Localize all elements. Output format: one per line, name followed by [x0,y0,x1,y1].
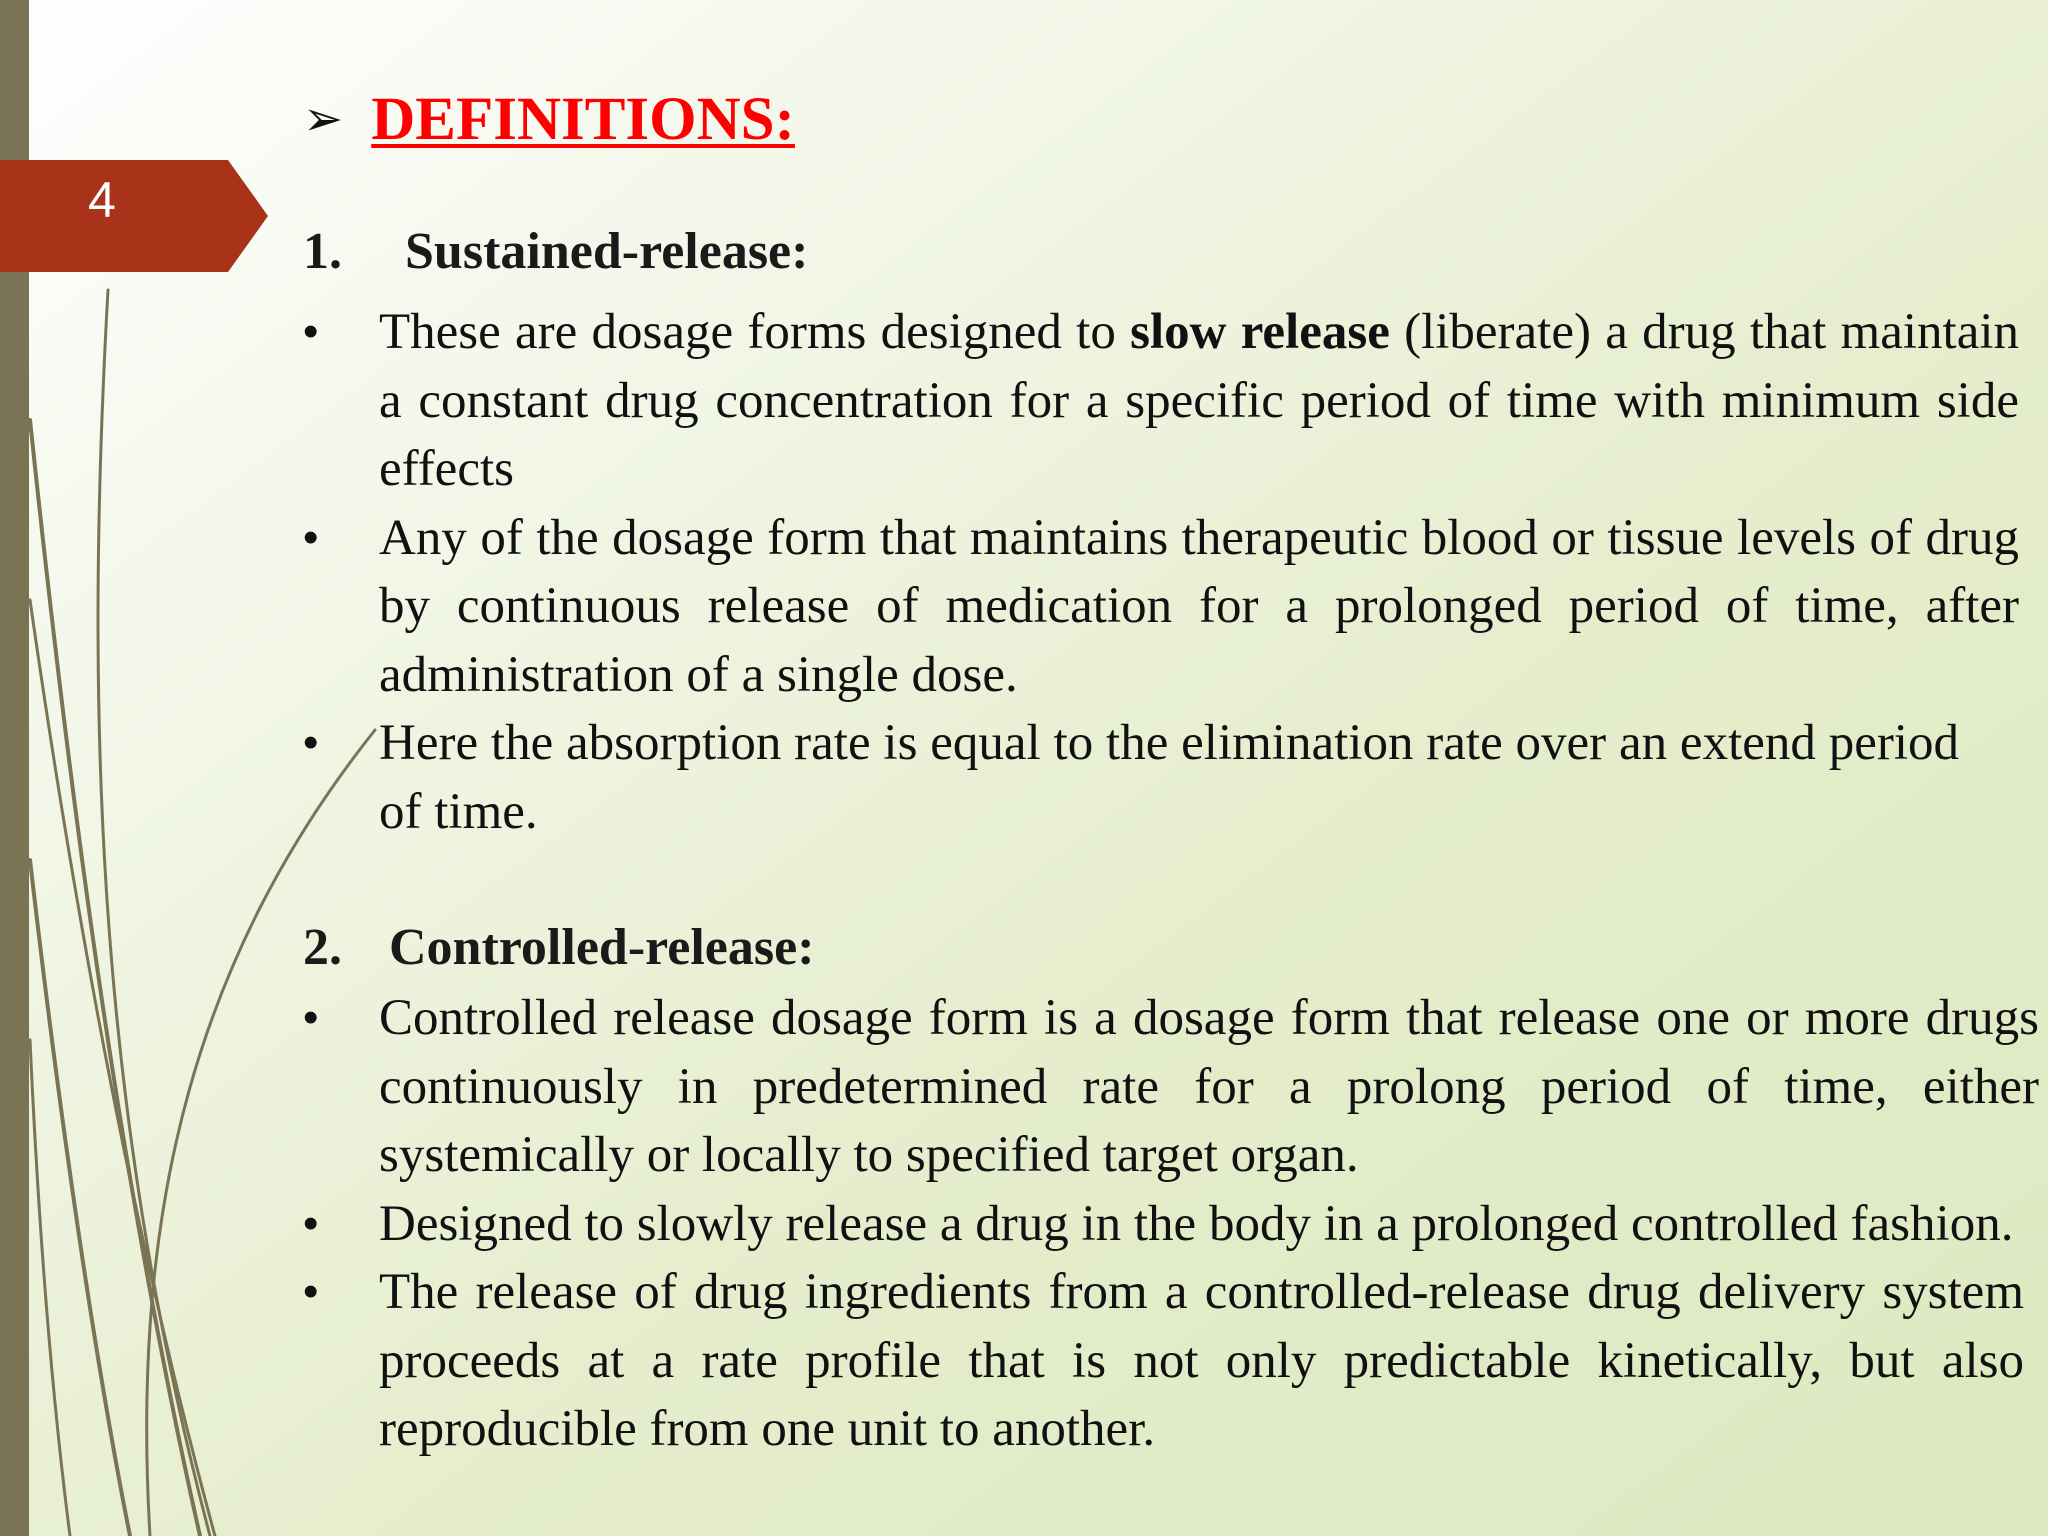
bullet-dot-icon: • [303,512,319,562]
bullet-text-start: These are dosage forms designed to [379,304,1131,360]
section-heading-controlled-release [303,918,815,978]
bullet-text: Any of the dosage form that maintains therapeutic blood or tissue levels of drug by continuous release of medication for a prolonged period of time, after administration of a single dose. [379,509,2019,703]
list-item [303,984,2039,1190]
controlled-release-bullets [303,984,2039,1464]
bullet-dot-icon: • [303,718,319,767]
bullet-dot-icon: • [303,307,319,356]
decor-curve-6 [30,1040,70,1536]
bullet-dot-icon: • [303,1198,319,1248]
bullet-dot-icon: • [303,1267,319,1316]
decor-curve-4 [30,860,130,1536]
sustained-release-bullets [303,298,2019,846]
bullet-text-bold: slow release [1130,304,1390,360]
definitions-heading [303,86,795,168]
decor-curve-1 [98,290,210,1536]
decor-curve-3 [30,600,215,1536]
bullet-text: Here the absorption rate is equal to the elimination rate over an extend period of time. [379,715,1959,840]
section-title: Sustained-release: [405,223,809,280]
section-heading-sustained-release [303,222,808,282]
arrow-bullet-icon: ➢ [303,91,344,147]
bullet-dot-icon: • [303,993,319,1042]
slide-number-tab [0,160,268,272]
section-number: 2. [303,919,342,976]
bullet-text: Controlled release dosage form is a dosage form that release one or more drugs continuously in predetermined rate for a prolong period of time, either systemically or locally to specified target organ. [379,990,2039,1183]
section-number: 1. [303,223,342,280]
heading-title: DEFINITIONS: [371,86,795,153]
decor-curve-2 [30,420,200,1536]
list-item [303,709,1959,846]
section-title: Controlled-release: [389,919,815,976]
bullet-text: The release of drug ingredients from a controlled-release drug delivery system proceeds at a rate profile that is not only predictable kinetically, but also reproducible from one unit to another. [379,1264,2024,1457]
slide-number: 4 [88,172,116,228]
list-item [303,1258,2024,1464]
list-item [303,298,2019,504]
list-item [303,1190,2019,1259]
bullet-text-end: (liberate) a drug that maintain a constant drug concentration for a specific period of time with minimum side effects [379,304,2019,497]
list-item [303,504,2019,710]
bullet-text: Designed to slowly release a drug in the body in a prolonged controlled fashion. [379,1195,2014,1252]
